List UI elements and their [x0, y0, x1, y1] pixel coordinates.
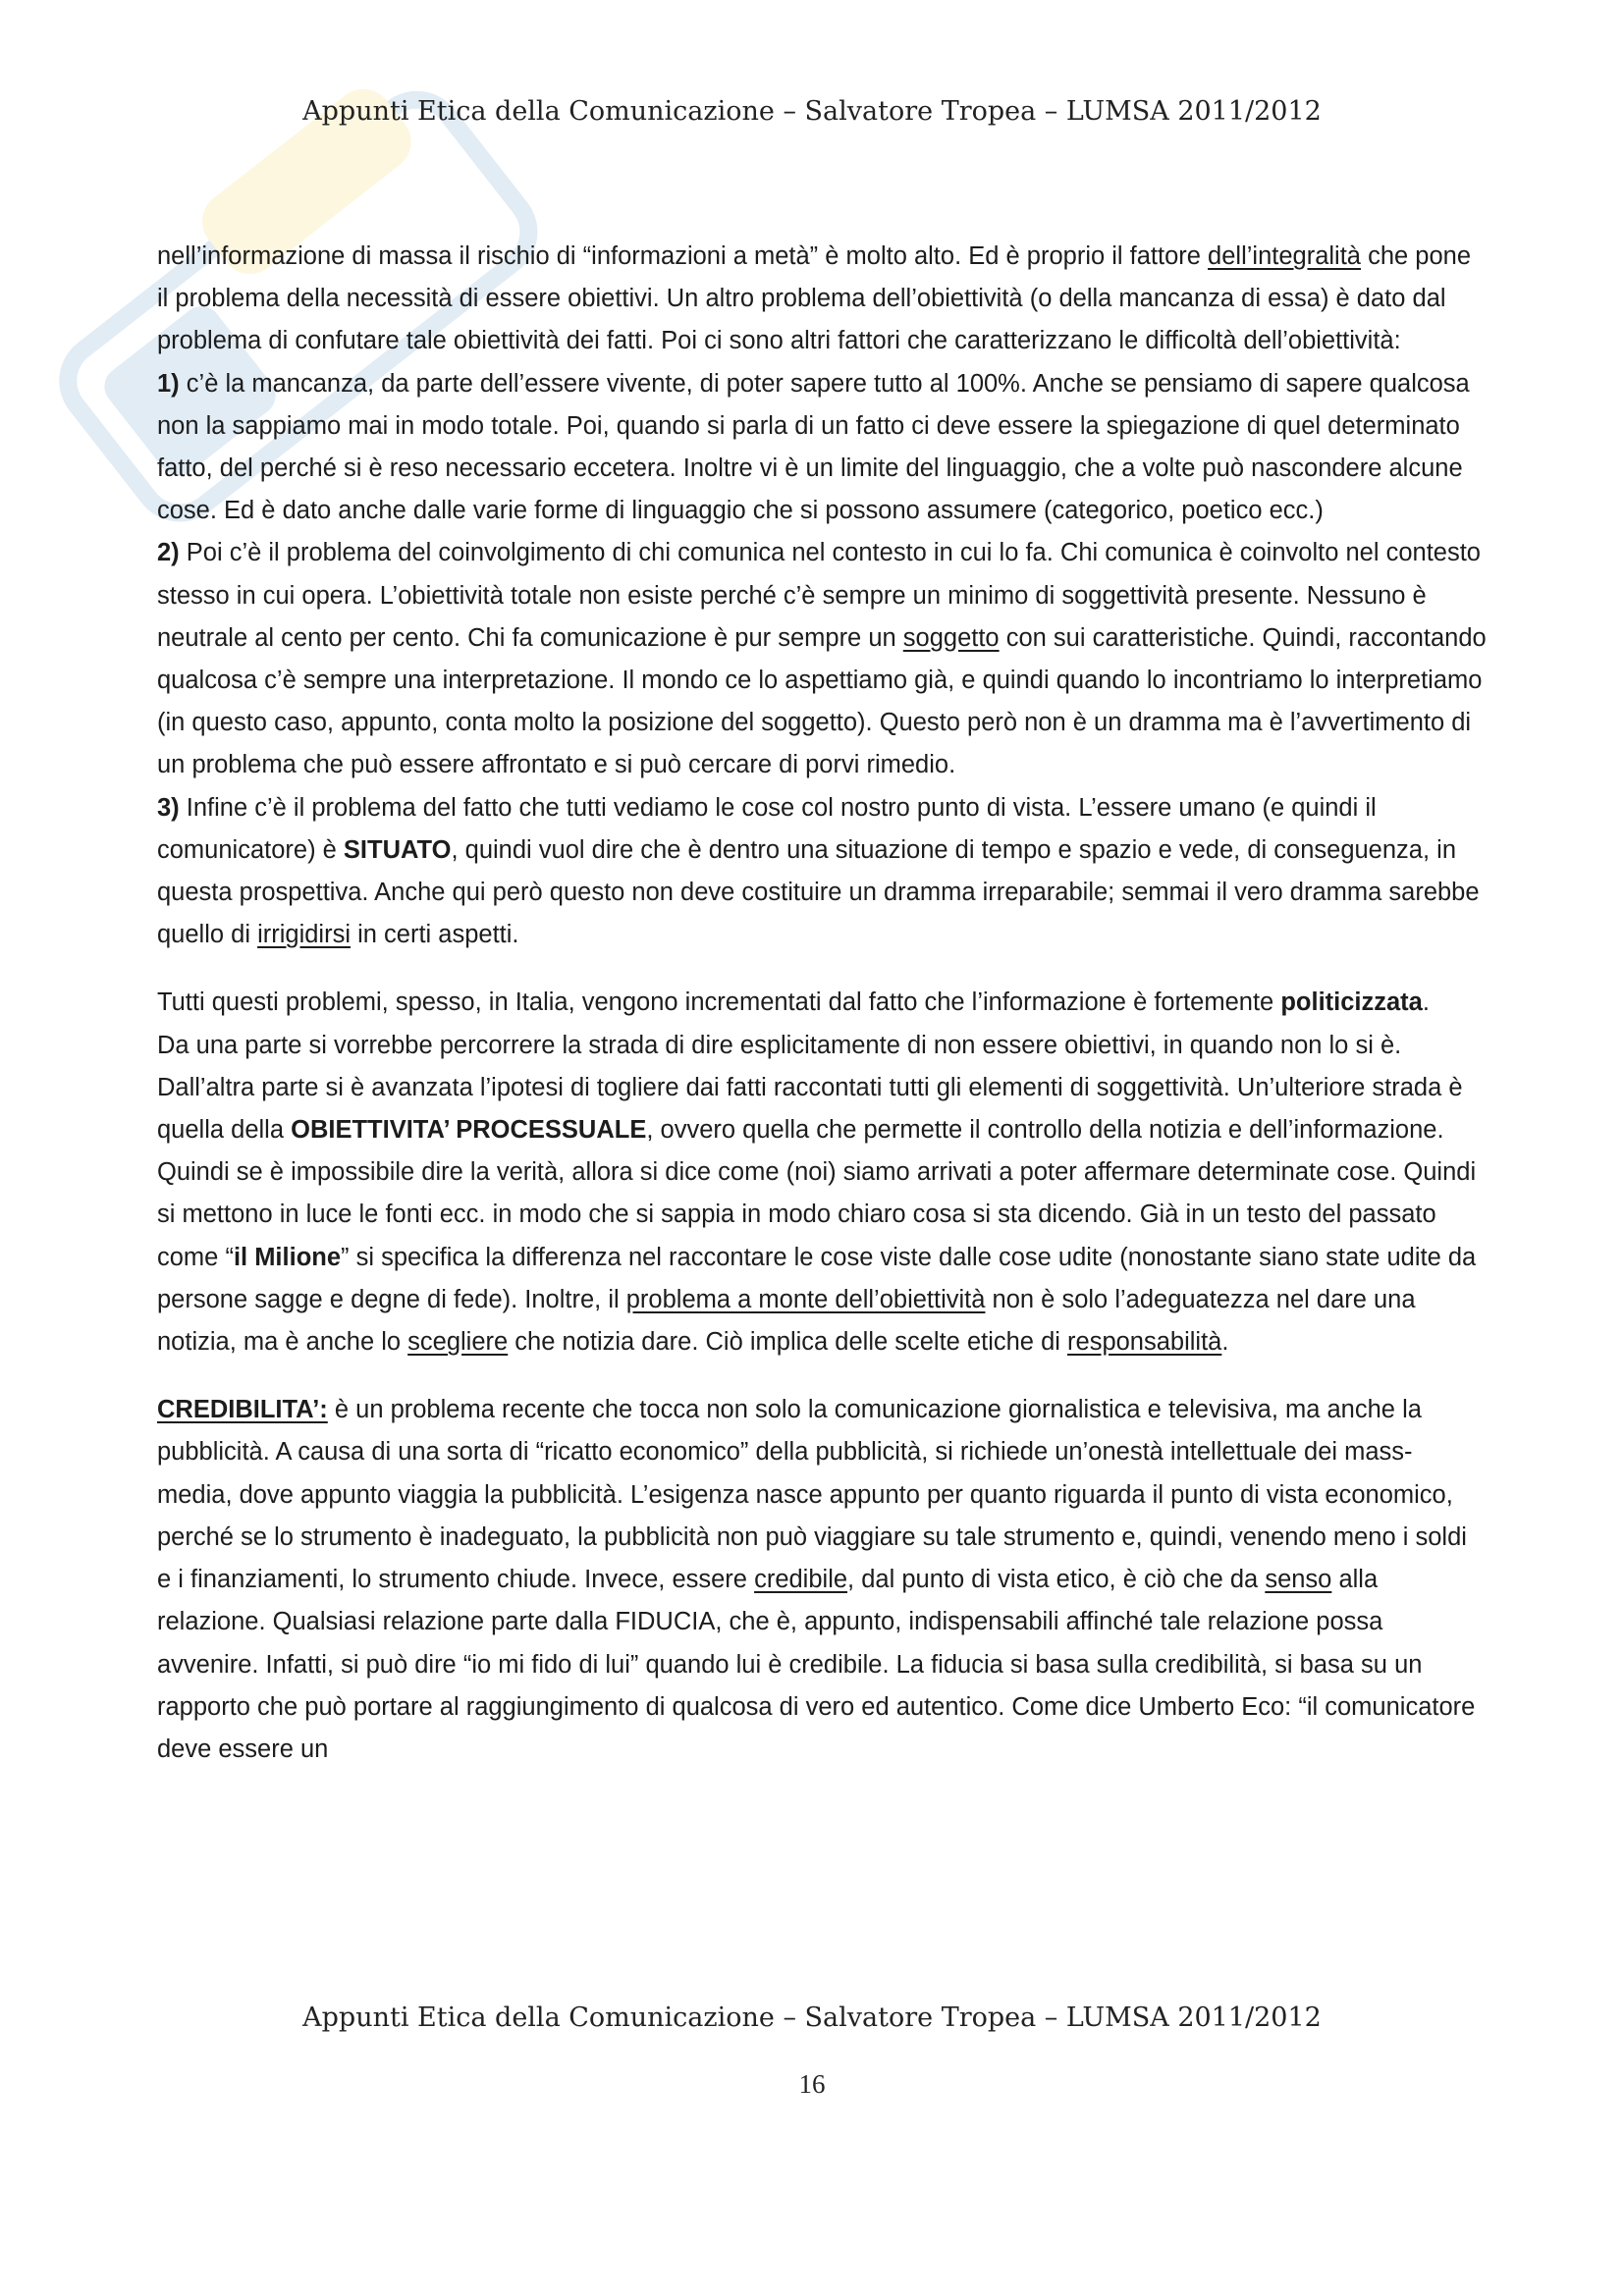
underlined-integralita: dell’integralità	[1208, 242, 1361, 270]
section-heading-credibilita: CREDIBILITA’:	[157, 1396, 328, 1424]
paragraph-intro: nell’informazione di massa il rischio di “informazioni a metà” è molto alto. Ed è proprio il fattore dell’integralità che pone il problema della necessità di essere obiettivi. Un altro problema dell’obiettività (o della mancanza di essa) è dato dal problema di confutare tale obiettività dei fatti. Poi ci sono altri fattori che caratterizzano le difficoltà dell’obiettività:	[157, 242, 1471, 355]
page-header: Appunti Etica della Comunicazione – Salvatore Tropea – LUMSA 2011/2012	[302, 96, 1322, 127]
underlined-irrigidirsi: irrigidirsi	[257, 921, 351, 949]
underlined-credibile: credibile	[754, 1566, 848, 1594]
list-item-1: 1) c’è la mancanza, da parte dell’essere vivente, di poter sapere tutto al 100%. Anche se pensiamo di sapere qualcosa non la sappiamo mai in modo totale. Poi, quando si parla di un fatto ci deve essere la spiegazione di quel determinato fatto, del perché si è reso necessario eccetera. Inoltre vi è un limite del linguaggio, che a volte può nascondere alcune cose. Ed è dato anche dalle varie forme di linguaggio che si possono assumere (categorico, poetico ecc.)	[157, 369, 1470, 525]
page-footer: Appunti Etica della Comunicazione – Salvatore Tropea – LUMSA 2011/2012	[302, 2002, 1322, 2033]
underlined-problema-a-monte: problema a monte dell’obiettività	[625, 1285, 986, 1313]
bold-obiettivita-processuale: OBIETTIVITA’ PROCESSUALE	[291, 1116, 647, 1145]
bold-politicizzata: politicizzata	[1280, 988, 1423, 1017]
underlined-responsabilita: responsabilità	[1067, 1328, 1222, 1357]
paragraph-credibilita: CREDIBILITA’: è un problema recente che tocca non solo la comunicazione giornalistica e televisiva, ma anche la pubblicità. A causa di una sorta di “ricatto economico” della pubblicità, si richiede un’onestà intellettuale dei mass-media, dove appunto viaggia la pubblicità. L’esigenza nasce appunto per quanto riguarda il punto di vista economico, perché se lo strumento è inadeguato, la pubblicità non può viaggiare su tale strumento e, quindi, venendo meno i soldi e i finanziamenti, lo strumento chiude. Invece, essere credibile, dal punto di vista etico, è ciò che da senso alla relazione. Qualsiasi relazione parte dalla FIDUCIA, che è, appunto, indispensabili affinché tale relazione possa avvenire. Infatti, si può dire “io mi fido di lui” quando lui è credibile. La fiducia si basa sulla credibilità, si basa su un rapporto che può portare al raggiungimento di qualcosa di vero ed autentico. Come dice Umberto Eco: “il comunicatore deve essere un	[157, 1396, 1476, 1763]
list-number: 2)	[157, 539, 180, 567]
paragraph-obiettivita-processuale: Da una parte si vorrebbe percorrere la strada di dire esplicitamente di non essere obiettivi, in quando non lo si è. Dall’altra parte si è avanzata l’ipotesi di togliere dai fatti raccontati tutti gli elementi di soggettività. Un’ulteriore strada è quella della OBIETTIVITA’ PROCESSUALE, ovvero quella che permette il controllo della notizia e dell’informazione. Quindi se è impossibile dire la verità, allora si dice come (noi) siamo arrivati a poter affermare determinate cose. Quindi si mettono in luce le fonti ecc. in modo che si sappia in modo chiaro cosa si sta dicendo. Già in un testo del passato come “il Milione” si specifica la differenza nel raccontare le cose viste dalle cose udite (nonostante siano state udite da persone sagge e degne di fede). Inoltre, il problema a monte dell’obiettività non è solo l’adeguatezza nel dare una notizia, ma è anche lo scegliere che notizia dare. Ciò implica delle scelte etiche di responsabilità.	[157, 1031, 1477, 1357]
paragraph-politicizzata: Tutti questi problemi, spesso, in Italia, vengono incrementati dal fatto che l’informazione è fortemente politicizzata.	[157, 988, 1430, 1017]
bold-situato: SITUATO	[343, 835, 452, 864]
document-body	[157, 236, 1488, 1771]
underlined-soggetto: soggetto	[902, 623, 1000, 652]
page-number: 16	[798, 2069, 826, 2099]
underlined-scegliere: scegliere	[407, 1328, 509, 1357]
list-item-2: 2) Poi c’è il problema del coinvolgimento di chi comunica nel contesto in cui lo fa. Chi comunica è coinvolto nel contesto stesso in cui opera. L’obiettività totale non esiste perché c’è sempre un minimo di soggettività presente. Nessuno è neutrale al cento per cento. Chi fa comunicazione è pur sempre un soggetto con sui caratteristiche. Quindi, raccontando qualcosa c’è sempre una interpretazione. Il mondo ce lo aspettiamo già, e quindi quando lo incontriamo lo interpretiamo (in questo caso, appunto, conta molto la posizione del soggetto). Questo però non è un dramma ma è l’avvertimento di un problema che può essere affrontato e si può cercare di porvi rimedio.	[157, 539, 1487, 779]
underlined-senso: senso	[1265, 1566, 1332, 1594]
list-number: 1)	[157, 369, 180, 398]
list-number: 3)	[157, 793, 180, 822]
list-item-3: 3) Infine c’è il problema del fatto che tutti vediamo le cose col nostro punto di vista. L’essere umano (e quindi il comunicatore) è SITUATO, quindi vuol dire che è dentro una situazione di tempo e spazio e vede, di conseguenza, in questa prospettiva. Anche qui però questo non deve costituire un dramma irreparabile; semmai il vero dramma sarebbe quello di irrigidirsi in certi aspetti.	[157, 793, 1480, 949]
bold-il-milione: il Milione	[233, 1243, 342, 1271]
